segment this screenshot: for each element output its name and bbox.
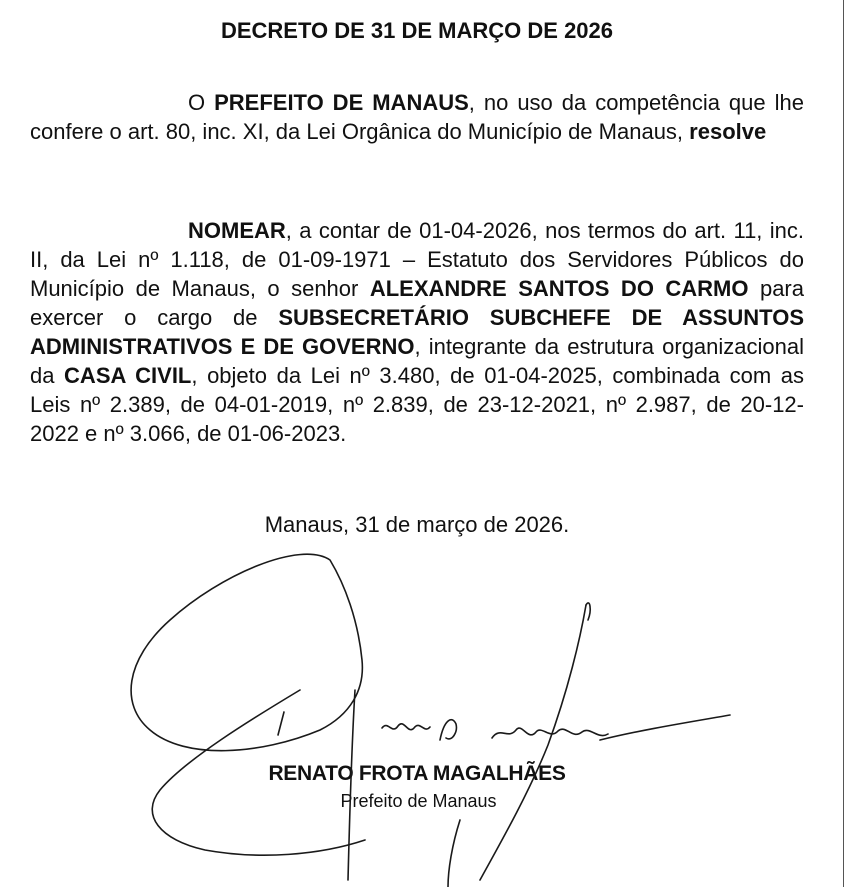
nominee-name: ALEXANDRE SANTOS DO CARMO <box>369 276 749 301</box>
preamble-body: , no uso da competência que lhe confere o art. 80, inc. XI, da Lei Orgânica do Município de Manaus, <box>30 90 804 144</box>
preamble-lead: O <box>188 90 215 115</box>
preamble-subject: PREFEITO DE MANAUS <box>214 90 469 115</box>
decree-title: DECRETO DE 31 DE MARÇO DE 2026 <box>220 18 614 43</box>
preamble-verb: resolve <box>689 119 767 144</box>
appointment-text-3: , integrante da estrutura organizacional da <box>30 334 805 388</box>
appointment-text-4: , objeto da Lei nº 3.480, de 01-04-2025, combinada com as Leis nº 2.389, de 04-01-2019, nº 2.839, de 23-12-2021, nº 2.987, de 20-12-2022 e nº 3.066, de 01-06-2023. <box>30 363 804 446</box>
appointment-verb: NOMEAR <box>188 218 286 243</box>
appointment-paragraph <box>30 216 804 448</box>
signatory-role: Prefeito de Manaus <box>340 791 497 811</box>
preamble-paragraph <box>30 88 804 146</box>
agency-name: CASA CIVIL <box>64 363 192 388</box>
place-date: Manaus, 31 de março de 2026. <box>264 512 570 537</box>
appointment-text-1: , a contar de 01-04-2026, nos termos do art. 11, inc. II, da Lei nº 1.118, de 01-09-1971 – Estatuto dos Servidores Públicos do Município de Manaus, o senhor <box>30 218 804 301</box>
signatory-name: RENATO FROTA MAGALHÃES <box>268 762 566 785</box>
page-edge-line <box>843 0 844 887</box>
position-title: SUBSECRETÁRIO SUBCHEFE DE ASSUNTOS ADMINISTRATIVOS E DE GOVERNO <box>30 305 804 359</box>
appointment-text-2: para exercer o cargo de <box>30 276 804 330</box>
signature-block <box>30 760 804 814</box>
